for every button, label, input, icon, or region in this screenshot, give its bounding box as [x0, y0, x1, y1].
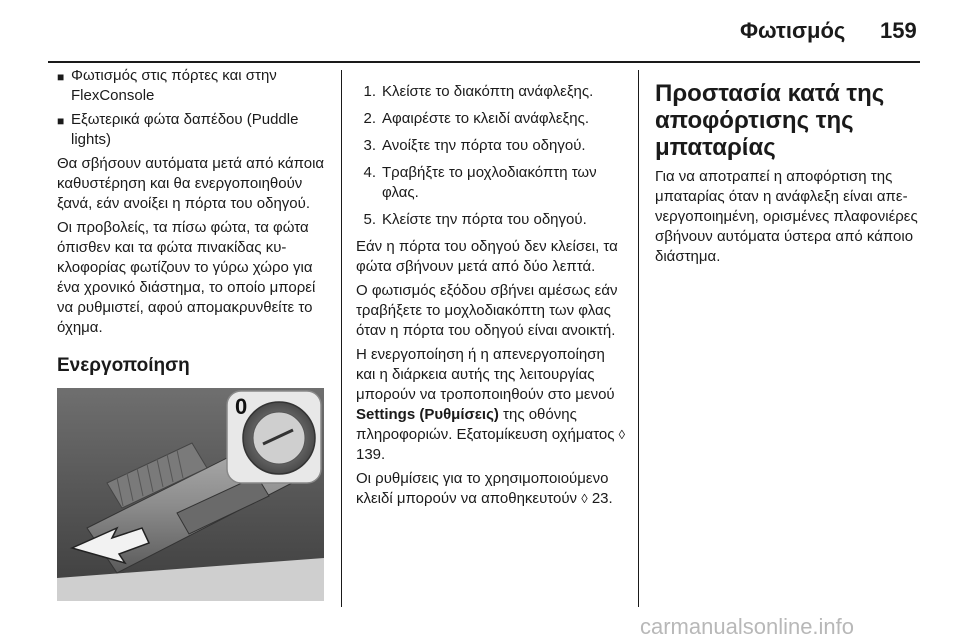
step-text: Κλείστε το διακόπτη ανάφλεξης. — [382, 83, 594, 100]
paragraph: Ο φωτισμός εξόδου σβήνει αμέσως εάν τραβήξετε το μοχλοδιακόπτη των φλας όταν η πόρτα του οδηγού είναι ανοικτή. — [356, 282, 618, 339]
column-divider-1 — [341, 70, 342, 607]
page-header — [0, 0, 960, 60]
step-text: Τραβήξτε το μοχλοδιακόπτη των φλας. — [382, 164, 597, 201]
step-text: Ανοίξτε την πόρτα του οδηγού. — [382, 137, 586, 154]
step-number: 2. — [363, 110, 376, 127]
paragraph: Για να αποτραπεί η αποφόρτιση της μπαταρίας όταν η ανάφλεξη είναι απενεργοποιημένη, ορισμένες πλαφονιέρες σβήνουν αυτόματα ύστερα από κάποιο διάστημα. — [655, 168, 918, 265]
watermark: carmanualsonline.info — [640, 614, 855, 639]
paragraph-text: Η ενεργοποίηση ή η απενεργοποίηση και η διάρκεια αυτής της λειτουργίας μπορούν να τροποποιηθούν στο μενού — [356, 346, 615, 403]
step-text: Κλείστε την πόρτα του οδηγού. — [382, 211, 587, 228]
paragraph: Εάν η πόρτα του οδηγού δεν κλείσει, τα φώτα σβήνουν μετά από δύο λεπτά. — [356, 238, 618, 275]
list-item — [356, 109, 626, 129]
column-divider-2 — [638, 70, 639, 607]
column-3 — [655, 80, 925, 271]
column-1 — [57, 66, 327, 392]
paragraph-text: της οθόνης πληροφοριών. Εξατομίκευση οχήματος — [356, 406, 615, 443]
paragraph: Θα σβήσουν αυτόματα μετά από κάποια καθυστέρηση και θα ενεργοποιηθούν ξανά, εάν ανοίξει η πόρτα του οδηγού. — [57, 155, 325, 212]
list-item — [356, 82, 626, 102]
paragraph — [356, 345, 626, 465]
paragraph: Οι προβολείς, τα πίσω φώτα, τα φώτα όπισθεν και τα φώτα πινακίδας κυκλοφορίας φωτίζουν το γύρω χώρο για ένα χρονικό διάστημα, το οποίο μπορεί να ρυθμιστεί, αφού απομακρυνθείτε το όχημα. — [57, 219, 316, 336]
bullet-text: Εξωτερικά φώτα δαπέδου (Puddle lights) — [71, 111, 299, 148]
bullet-icon: ■ — [57, 70, 65, 84]
cross-reference-page: 139. — [356, 446, 386, 463]
cross-reference-icon: ◊ — [581, 491, 588, 506]
page-title: Φωτισμός — [740, 18, 846, 43]
settings-menu-label: Settings (Ρυθμίσεις) — [356, 406, 499, 423]
section-subheading: Ενεργοποίηση — [57, 355, 190, 376]
step-number: 4. — [363, 164, 376, 181]
list-item — [356, 136, 626, 156]
column-2 — [356, 82, 626, 513]
bullet-text: Φωτισμός στις πόρτες και στην FlexConsole — [71, 67, 277, 104]
list-item — [57, 110, 327, 150]
paragraph-text: Οι ρυθμίσεις για το χρησιμοποιούμενο κλειδί μπορούν να αποθηκευτούν — [356, 470, 609, 507]
paragraph — [356, 469, 626, 509]
step-number: 1. — [363, 83, 376, 100]
step-number: 5. — [363, 211, 376, 228]
page-number: 159 — [880, 18, 917, 43]
section-heading: Προστασία κατά της αποφόρτισης της μπαταρίας — [655, 80, 885, 161]
list-item — [356, 210, 626, 230]
bullet-icon: ■ — [57, 114, 65, 128]
figure-label: 0 — [235, 394, 248, 419]
step-number: 3. — [363, 137, 376, 154]
cross-reference-page: 23. — [591, 490, 613, 507]
list-item — [57, 66, 327, 106]
cross-reference-icon: ◊ — [618, 427, 626, 442]
step-text: Αφαιρέστε το κλειδί ανάφλεξης. — [382, 110, 590, 127]
list-item — [356, 163, 626, 203]
turn-signal-lever-illustration — [57, 388, 324, 601]
header-rule — [48, 61, 920, 63]
